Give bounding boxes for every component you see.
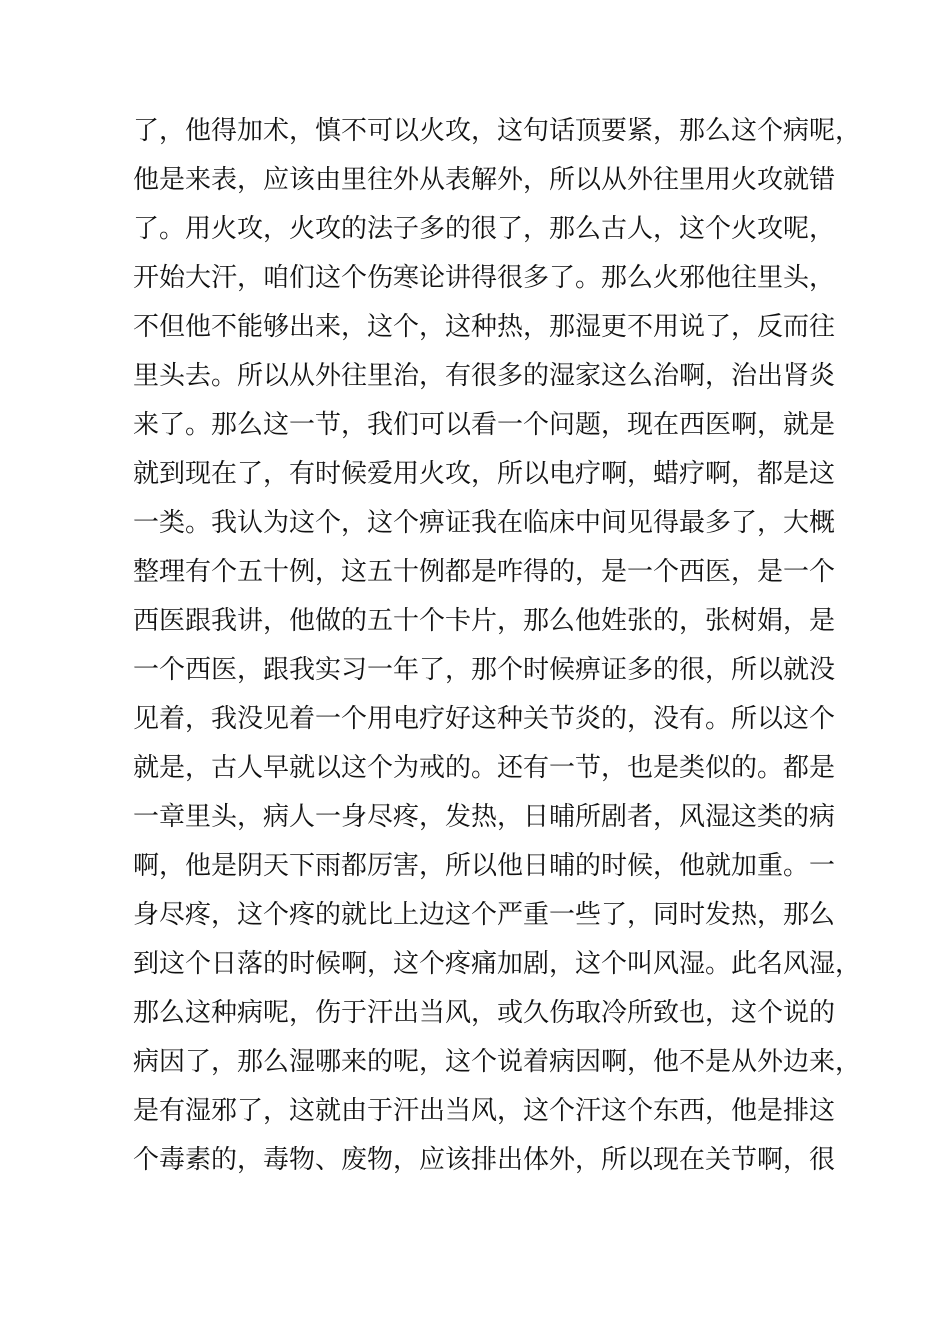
text-line: 西医跟我讲，他做的五十个卡片，那么他姓张的，张树娟，是 (133, 606, 836, 636)
text-line: 见着，我没见着一个用电疗好这种关节炎的，没有。所以这个 (133, 704, 836, 734)
text-line: 一章里头，病人一身尽疼，发热，日晡所剧者，风湿这类的病 (133, 802, 836, 832)
text-line: 里头去。所以从外往里治，有很多的湿家这么治啊，治出肾炎 (133, 361, 836, 391)
text-line: 啊，他是阴天下雨都厉害，所以他日晡的时候，他就加重。一 (133, 851, 836, 881)
text-line: 开始大汗，咱们这个伤寒论讲得很多了。那么火邪他往里头， (133, 263, 836, 293)
text-line: 就到现在了，有时候爱用火攻，所以电疗啊，蜡疗啊，都是这 (133, 459, 836, 489)
text-line: 一类。我认为这个，这个痹证我在临床中间见得最多了，大概 (133, 508, 836, 538)
text-line: 到这个日落的时候啊，这个疼痛加剧，这个叫风湿。此名风湿， (133, 949, 862, 979)
text-line: 不但他不能够出来，这个，这种热，那湿更不用说了，反而往 (133, 312, 836, 342)
text-line: 身尽疼，这个疼的就比上边这个严重一些了，同时发热，那么 (133, 900, 836, 930)
text-line: 他是来表，应该由里往外从表解外，所以从外往里用火攻就错 (133, 165, 836, 195)
text-line: 整理有个五十例，这五十例都是咋得的，是一个西医，是一个 (133, 557, 836, 587)
text-line: 就是，古人早就以这个为戒的。还有一节，也是类似的。都是 (133, 753, 836, 783)
text-line: 来了。那么这一节，我们可以看一个问题，现在西医啊，就是 (133, 410, 836, 440)
text-line: 那么这种病呢，伤于汗出当风，或久伤取冷所致也，这个说的 (133, 998, 836, 1028)
text-line: 是有湿邪了，这就由于汗出当风，这个汗这个东西，他是排这 (133, 1096, 836, 1126)
text-line: 一个西医，跟我实习一年了，那个时候痹证多的很，所以就没 (133, 655, 836, 685)
text-line: 了，他得加术，慎不可以火攻，这句话顶要紧，那么这个病呢， (133, 116, 862, 146)
text-line: 了。用火攻，火攻的法子多的很了，那么古人，这个火攻呢， (133, 214, 836, 244)
text-line: 个毒素的，毒物、废物，应该排出体外，所以现在关节啊，很 (133, 1145, 836, 1175)
text-line: 病因了，那么湿哪来的呢，这个说着病因啊，他不是从外边来， (133, 1047, 862, 1077)
body-text (133, 107, 862, 1185)
